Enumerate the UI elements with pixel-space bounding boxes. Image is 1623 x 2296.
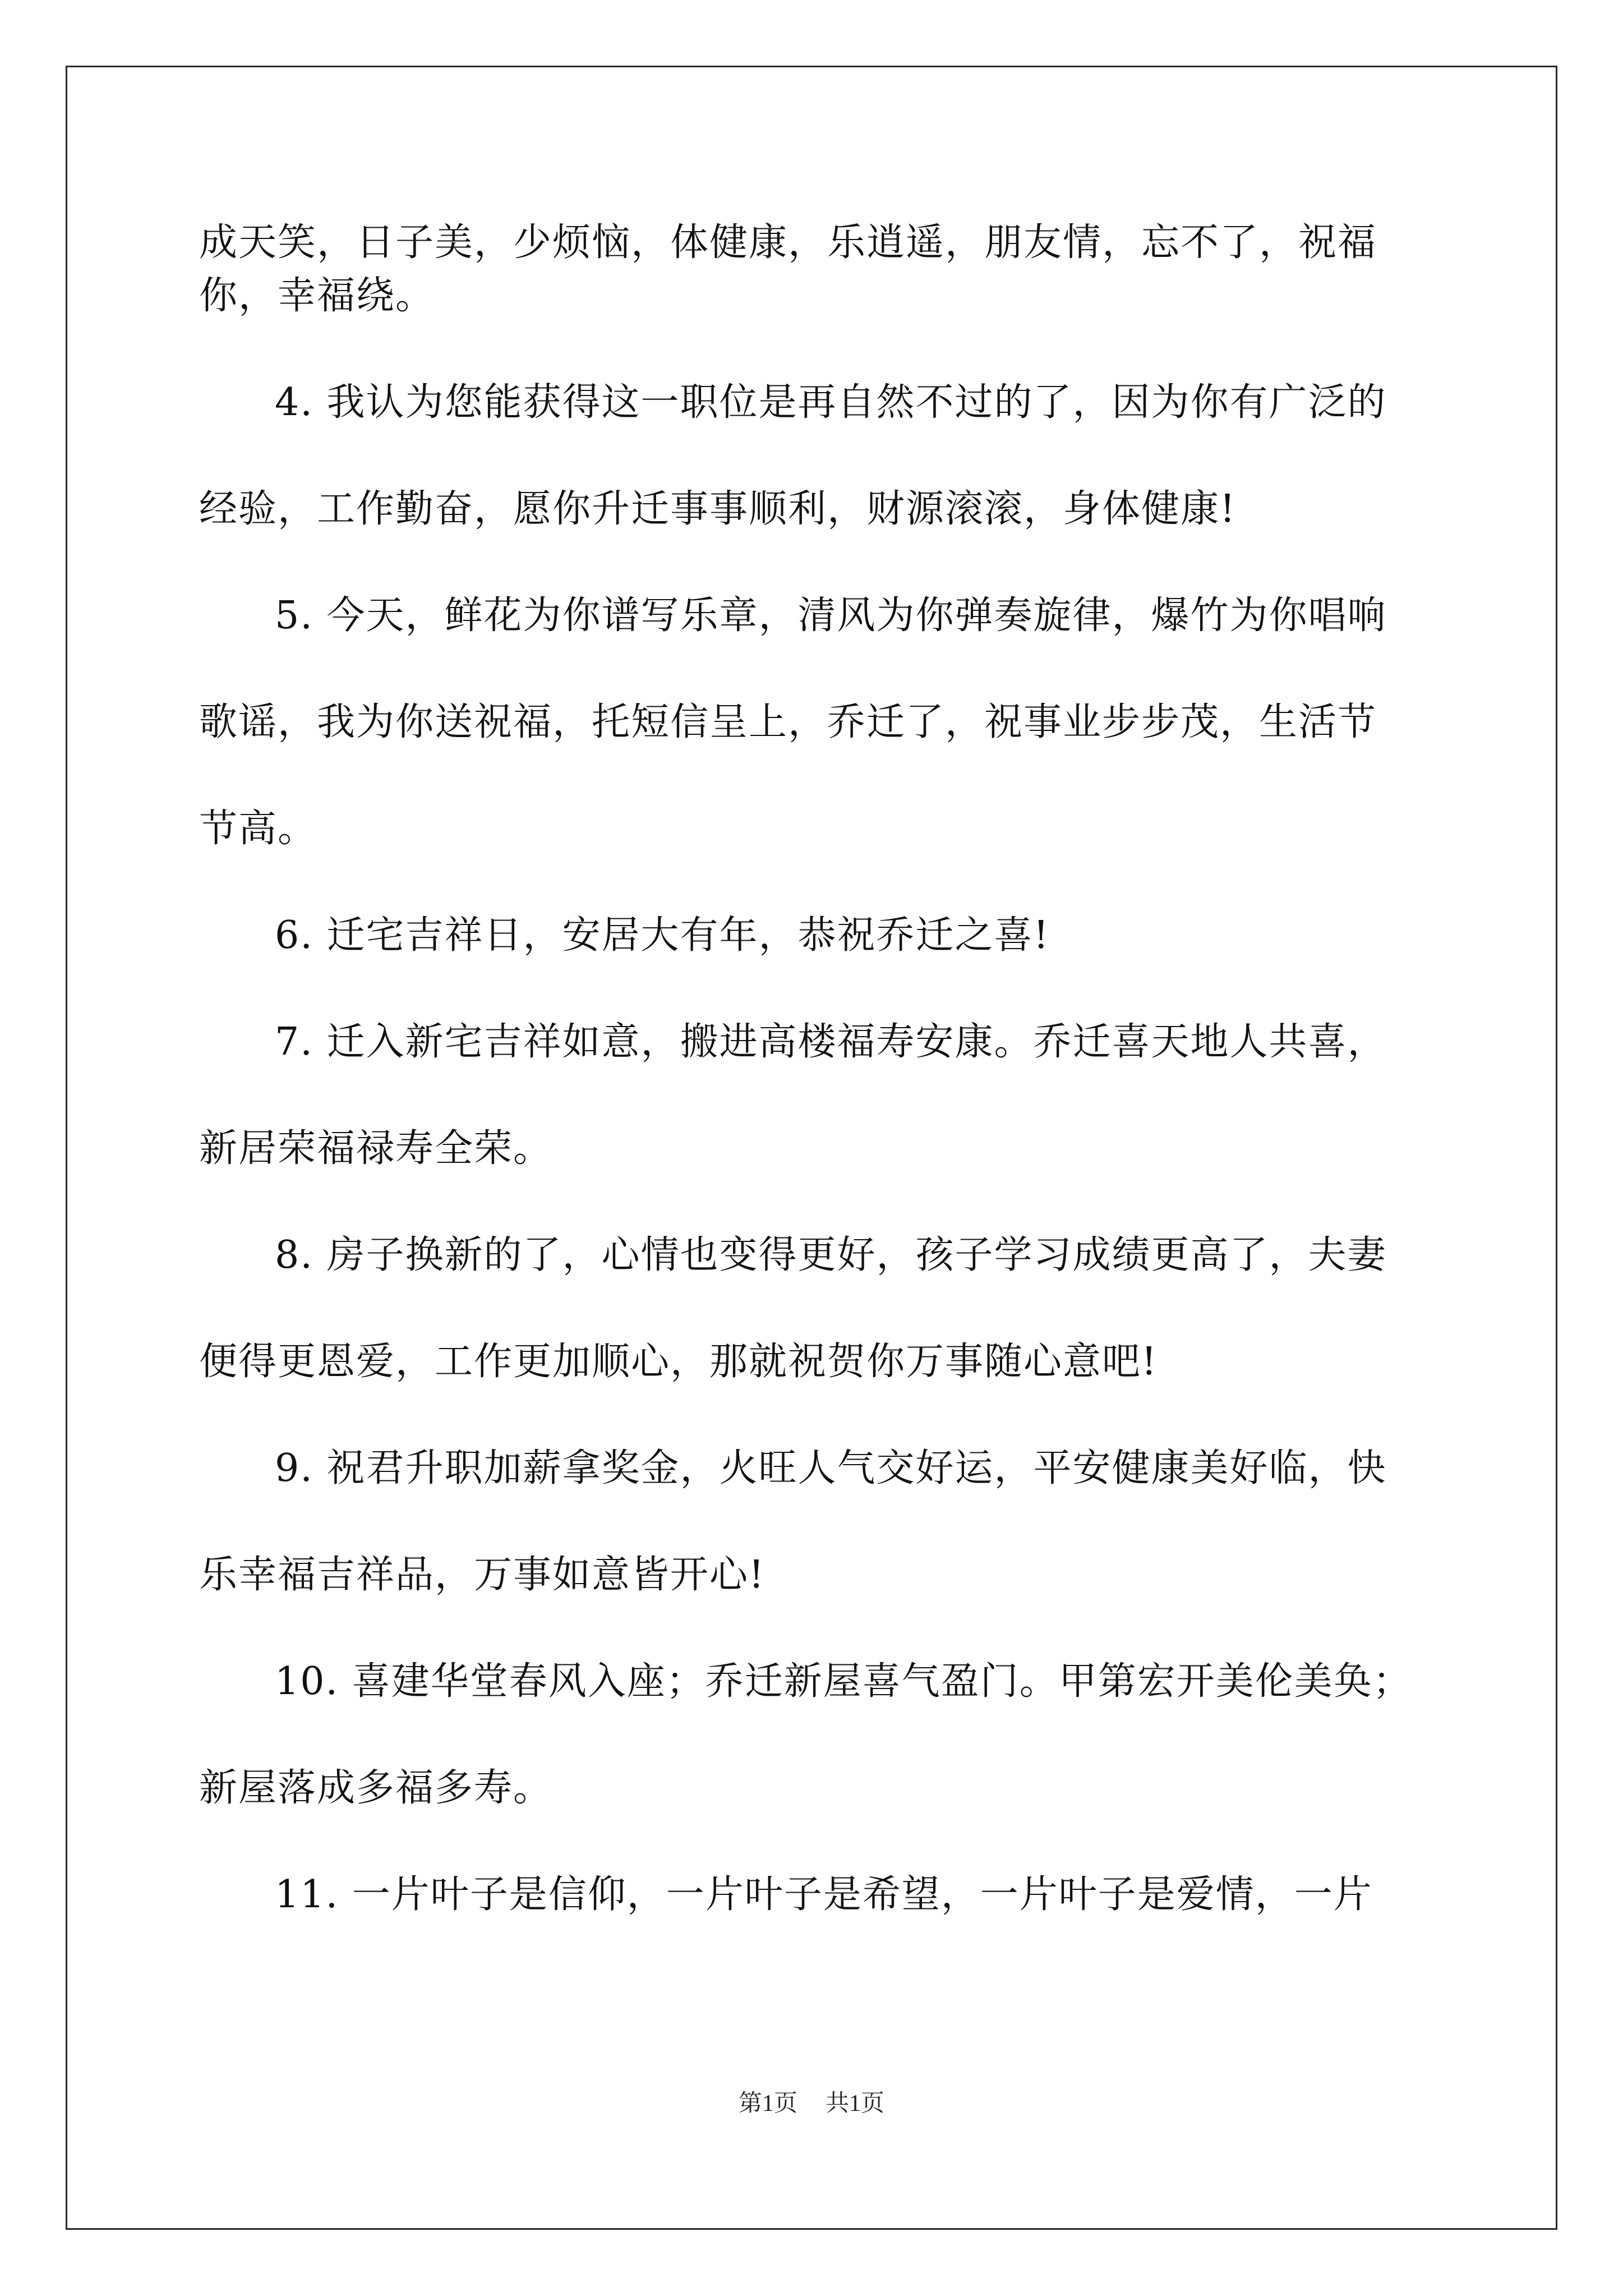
paragraph-line: 4. 我认为您能获得这一职位是再自然不过的了，因为你有广泛的 <box>275 380 1387 425</box>
paragraph-line: 乐幸福吉祥品，万事如意皆开心! <box>199 1553 766 1597</box>
paragraph-line: 便得更恩爱，工作更加顺心，那就祝贺你万事随心意吧! <box>199 1340 1158 1384</box>
paragraph-line: 6. 迁宅吉祥日，安居大有年，恭祝乔迁之喜! <box>275 913 1050 958</box>
paragraph-line: 经验，工作勤奋，愿你升迁事事顺利，财源滚滚，身体健康! <box>199 487 1237 531</box>
paragraph-line: 节高。 <box>199 807 317 851</box>
page-count: 共1页 <box>826 2091 885 2116</box>
paragraph-line: 5. 今天，鲜花为你谱写乐章，清风为你弹奏旋律，爆竹为你唱响 <box>275 593 1387 638</box>
document-body <box>199 216 1427 1921</box>
paragraph-line: 8. 房子换新的了，心情也变得更好，孩子学习成绩更高了，夫妻 <box>275 1233 1387 1277</box>
paragraph-line: 新居荣福禄寿全荣。 <box>199 1126 553 1171</box>
paragraph-line: 9. 祝君升职加薪拿奖金，火旺人气交好运，平安健康美好临，快 <box>275 1446 1387 1490</box>
paragraph-line: 10. 喜建华堂春风入座；乔迁新屋喜气盈门。甲第宏开美伦美奂； <box>275 1659 1412 1704</box>
paragraph-line: 7. 迁入新宅吉祥如意，搬进高楼福寿安康。乔迁喜天地人共喜， <box>275 1020 1387 1064</box>
paragraph-line: 歌谣，我为你送祝福，托短信呈上，乔迁了，祝事业步步茂，生活节 <box>199 700 1377 744</box>
paragraph-line: 你，幸福绕。 <box>199 274 435 318</box>
page-footer <box>0 2087 1623 2120</box>
page-number: 第1页 <box>738 2091 797 2116</box>
paragraph-line: 新屋落成多福多寿。 <box>199 1766 553 1810</box>
paragraph-line: 成天笑，日子美，少烦恼，体健康，乐逍遥，朋友情，忘不了，祝福 <box>199 220 1377 265</box>
paragraph-line: 11. 一片叶子是信仰，一片叶子是希望，一片叶子是爱情，一片 <box>275 1872 1373 1917</box>
